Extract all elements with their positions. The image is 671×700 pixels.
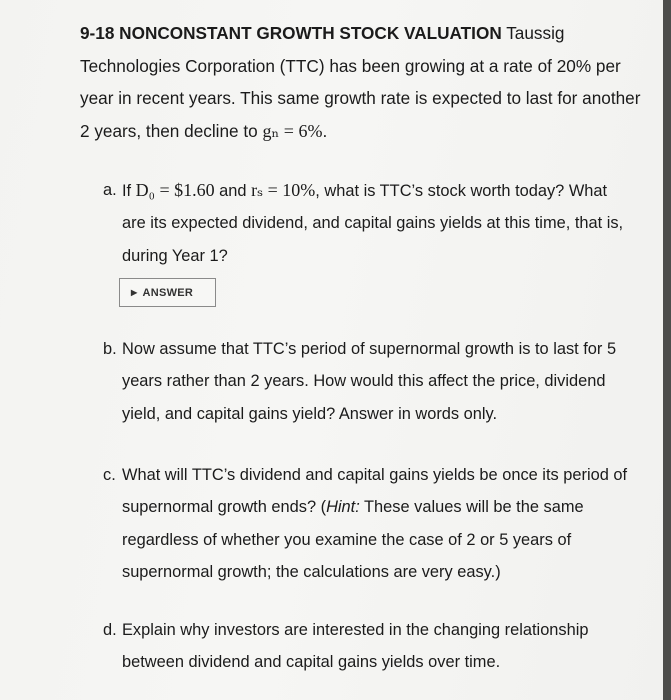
- part-d-question: Explain why investors are interested in the changing relationship between dividend and capital gains yields over time.: [122, 621, 589, 672]
- part-a-mid: and: [214, 182, 252, 200]
- part-b: [103, 333, 633, 430]
- part-d: [103, 614, 633, 679]
- part-a-rest: , what is TTC’s stock worth today? What are its expected dividend, and capital gains yields at this time, that is, during Year 1?: [122, 182, 624, 265]
- hint-label: Hint:: [326, 498, 360, 517]
- part-a: [103, 174, 633, 272]
- part-c-rest: These values will be the same regardless of whether you examine the case of 2 or 5 years of supernormal growth; the calculations are very easy.): [122, 498, 584, 582]
- part-c-letter: c.: [103, 466, 116, 484]
- part-c-question: [122, 459, 633, 589]
- intro-period: .: [322, 120, 328, 141]
- part-c-lead: What will TTC’s dividend and capital gains yields be once its period of supernormal growth ends? (: [122, 466, 628, 517]
- part-a-letter: a.: [103, 181, 117, 199]
- answer-button[interactable]: [119, 278, 216, 307]
- growth-rate-formula: gₙ = 6%: [262, 120, 323, 141]
- problem-intro: [80, 17, 650, 147]
- answer-button-label: ANSWER: [142, 286, 194, 299]
- part-b-question: Now assume that TTC’s period of supernormal growth is to last for 5 years rather than 2 years. How would this affect the price, dividend yield, and capital gains yield? Answer in words only.: [122, 340, 617, 423]
- problem-intro-text: Taussig Technologies Corporation (TTC) has been growing at a rate of 20% per year in recent years. This same growth rate is expected to last for another 2 years, then decline to: [80, 23, 641, 141]
- rs-formula: rₛ = 10%: [251, 180, 316, 200]
- triangle-right-icon: ▶: [131, 288, 138, 297]
- part-d-letter: d.: [103, 621, 117, 639]
- part-c: [103, 459, 633, 589]
- problem-title: 9-18 NONCONSTANT GROWTH STOCK VALUATION: [80, 23, 502, 43]
- part-a-lead: If: [122, 182, 136, 200]
- part-b-letter: b.: [103, 340, 117, 358]
- part-a-question: [122, 174, 633, 272]
- d0-formula: D₀ = $1.60: [135, 180, 215, 200]
